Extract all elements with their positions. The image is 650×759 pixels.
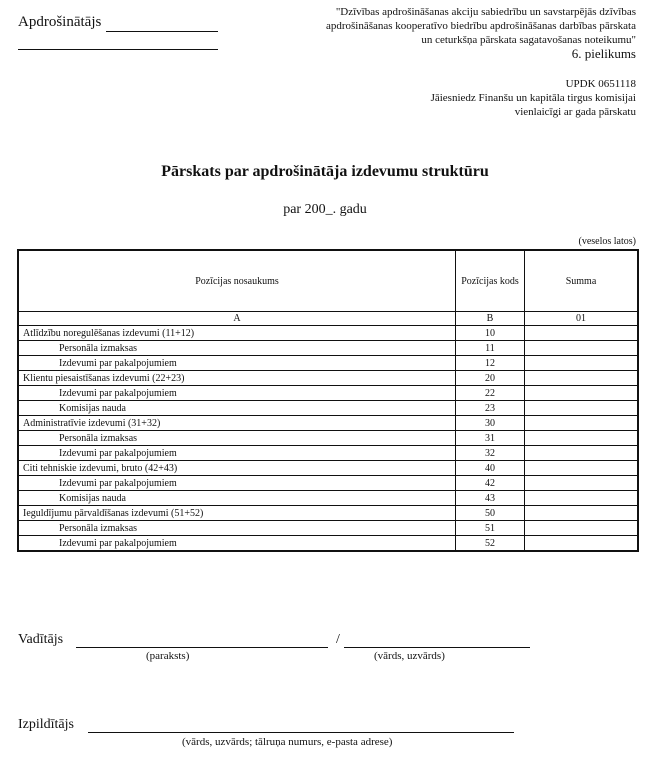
- executor-caption: (vārds, uzvārds; tālruņa numurs, e-pasta adrese): [182, 736, 393, 748]
- row-code: 51: [456, 521, 525, 536]
- table-row: [18, 536, 638, 552]
- row-code: 10: [456, 326, 525, 341]
- row-label: Izdevumi par pakalpojumiem: [18, 356, 456, 371]
- row-sum-input[interactable]: [525, 371, 639, 386]
- row-label: Personāla izmaksas: [18, 431, 456, 446]
- regulation-note-line: apdrošināšanas kooperatīvo biedrību apdrošināšanas darbības pārskata: [325, 20, 636, 32]
- row-code: 52: [456, 536, 525, 552]
- row-sum-input[interactable]: [525, 476, 639, 491]
- regulation-note-line: un ceturkšņa pārskata sagatavošanas noteikumu": [421, 34, 636, 46]
- row-sum-input[interactable]: [525, 341, 639, 356]
- column-letter-a: A: [18, 312, 456, 326]
- table-row: [18, 416, 638, 431]
- regulation-note-line: "Dzīvības apdrošināšanas akciju sabiedrību un savstarpējās dzīvības: [335, 6, 636, 18]
- table-row: [18, 371, 638, 386]
- row-code: 43: [456, 491, 525, 506]
- row-code: 20: [456, 371, 525, 386]
- column-letter-01: 01: [525, 312, 639, 326]
- executor-label: Izpildītājs: [18, 717, 74, 732]
- table-row: [18, 326, 638, 341]
- row-label: Atlīdzību noregulēšanas izdevumi (11+12): [18, 326, 456, 341]
- row-code: 30: [456, 416, 525, 431]
- row-label: Izdevumi par pakalpojumiem: [18, 446, 456, 461]
- manager-label: Vadītājs: [18, 632, 64, 647]
- executor-details-field[interactable]: [88, 732, 514, 733]
- expense-structure-table: [17, 249, 639, 552]
- name-caption: (vārds, uzvārds): [374, 650, 445, 662]
- manager-signature-field[interactable]: [76, 647, 328, 648]
- column-letter-row: [18, 312, 638, 326]
- row-label: Personāla izmaksas: [18, 341, 456, 356]
- row-sum-input[interactable]: [525, 401, 639, 416]
- report-period: par 200_. gadu: [283, 202, 367, 217]
- row-sum-input[interactable]: [525, 326, 639, 341]
- submission-note-line: Jāiesniedz Finanšu un kapitāla tirgus komisijai: [430, 92, 636, 104]
- table-row: [18, 476, 638, 491]
- row-label: Klientu piesaistīšanas izdevumi (22+23): [18, 371, 456, 386]
- row-code: 32: [456, 446, 525, 461]
- row-label: Izdevumi par pakalpojumiem: [18, 476, 456, 491]
- row-label: Izdevumi par pakalpojumiem: [18, 536, 456, 552]
- row-label: Izdevumi par pakalpojumiem: [18, 386, 456, 401]
- row-label: Komisijas nauda: [18, 491, 456, 506]
- row-code: 31: [456, 431, 525, 446]
- row-code: 42: [456, 476, 525, 491]
- row-sum-input[interactable]: [525, 536, 639, 552]
- signature-separator: /: [336, 632, 340, 647]
- table-row: [18, 356, 638, 371]
- table-row: [18, 341, 638, 356]
- row-label: Administratīvie izdevumi (31+32): [18, 416, 456, 431]
- row-sum-input[interactable]: [525, 446, 639, 461]
- table-header-row: [18, 250, 638, 312]
- row-sum-input[interactable]: [525, 386, 639, 401]
- insurer-label: Apdrošinātājs: [18, 14, 102, 30]
- row-code: 40: [456, 461, 525, 476]
- table-row: [18, 521, 638, 536]
- row-code: 11: [456, 341, 525, 356]
- row-label: Personāla izmaksas: [18, 521, 456, 536]
- row-code: 23: [456, 401, 525, 416]
- table-row: [18, 446, 638, 461]
- header-sum: Summa: [525, 250, 639, 312]
- insurer-name-line-2[interactable]: [18, 49, 218, 50]
- row-sum-input[interactable]: [525, 506, 639, 521]
- header-position-name: Pozīcijas nosaukums: [18, 250, 456, 312]
- row-sum-input[interactable]: [525, 431, 639, 446]
- manager-name-field[interactable]: [344, 647, 530, 648]
- submission-note: [431, 91, 636, 119]
- table-row: [18, 431, 638, 446]
- regulation-note: [326, 5, 636, 47]
- row-sum-input[interactable]: [525, 461, 639, 476]
- header-position-code: Pozīcijas kods: [456, 250, 525, 312]
- table-row: [18, 461, 638, 476]
- signature-caption: (paraksts): [146, 650, 190, 662]
- row-code: 50: [456, 506, 525, 521]
- row-label: Komisijas nauda: [18, 401, 456, 416]
- row-sum-input[interactable]: [525, 521, 639, 536]
- insurer-name-line[interactable]: [106, 31, 218, 32]
- units-note: (veselos latos): [578, 236, 636, 247]
- submission-note-line: vienlaicīgi ar gada pārskatu: [514, 106, 636, 118]
- form-code: UPDK 0651118: [565, 78, 636, 90]
- table-row: [18, 386, 638, 401]
- annex-number: 6. pielikums: [571, 46, 636, 61]
- column-letter-b: B: [456, 312, 525, 326]
- table-row: [18, 401, 638, 416]
- row-label: Citi tehniskie izdevumi, bruto (42+43): [18, 461, 456, 476]
- table-row: [18, 506, 638, 521]
- page-title: Pārskats par apdrošinātāja izdevumu struktūru: [161, 163, 489, 180]
- row-code: 12: [456, 356, 525, 371]
- row-sum-input[interactable]: [525, 356, 639, 371]
- table-row: [18, 491, 638, 506]
- table-body: [18, 326, 638, 552]
- row-code: 22: [456, 386, 525, 401]
- row-sum-input[interactable]: [525, 491, 639, 506]
- row-label: Ieguldījumu pārvaldīšanas izdevumi (51+52): [18, 506, 456, 521]
- row-sum-input[interactable]: [525, 416, 639, 431]
